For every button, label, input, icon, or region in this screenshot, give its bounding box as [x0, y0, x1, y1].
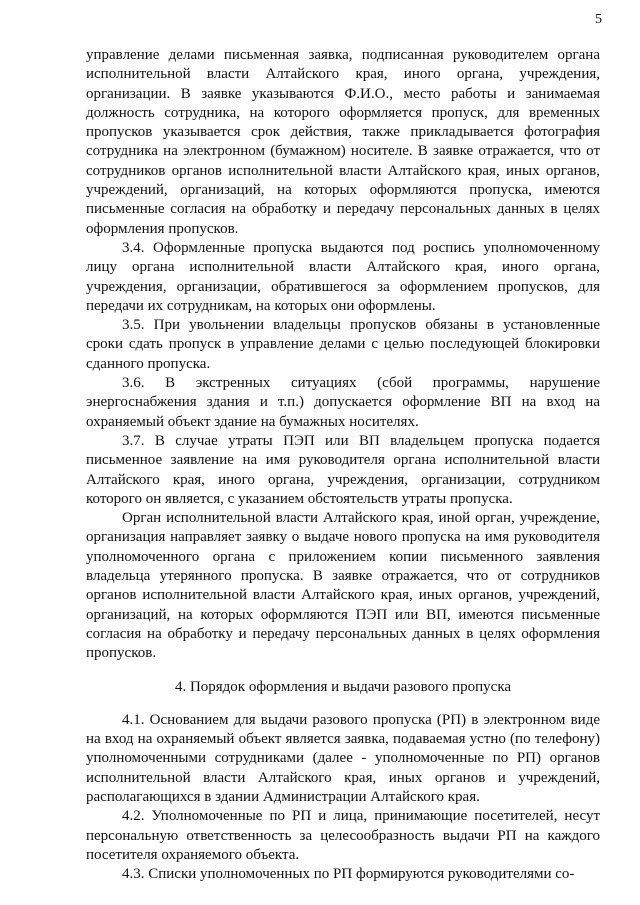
paragraph-3-7: 3.7. В случае утраты ПЭП или ВП владельцем пропуска подается письменное заявление на имя руководителя органа исполнительной власти Алтайского края, иного органа, учреждения, организации, сотрудником которого он является, с указанием обстоятельств утраты пропуска.	[86, 432, 600, 507]
section-heading: 4. Порядок оформления и выдачи разового пропуска	[174, 678, 512, 695]
paragraph-4-1: 4.1. Основанием для выдачи разового пропуска (РП) в электронном виде на вход на охраняемый объект является заявка, подаваемая устно (по телефону) уполномоченными сотрудниками (далее - уполномоченные по РП) органов исполнительной власти Алтайского края, иных органов и учреждений, располагающихся в здании Администрации Алтайского края.	[86, 711, 600, 805]
paragraph-4-2: 4.2. Уполномоченные по РП и лица, принимающие посетителей, несут персональную ответственность за целесообразность выдачи РП на каждого посетителя охраняемого объекта.	[86, 808, 600, 863]
document-body	[86, 46, 600, 884]
paragraph-3-6: 3.6. В экстренных ситуациях (сбой программы, нарушение энергоснабжения здания и т.п.) допускается оформление ВП на вход на охраняемый объект здание на бумажных носителях.	[86, 375, 600, 430]
paragraph-3-5: 3.5. При увольнении владельцы пропусков обязаны в установленные сроки сдать пропуск в управление делами с целью последующей блокировки сданного пропуска.	[86, 317, 600, 372]
paragraph-3-4: 3.4. Оформленные пропуска выдаются под роспись уполномоченному лицу органа исполнительной власти Алтайского края, иного органа, учреждения, организации, обратившегося за оформлением пропусков, для передачи их сотрудникам, на которых они оформлены.	[86, 239, 600, 314]
paragraph-3-7-continued: Орган исполнительной власти Алтайского края, иной орган, учреждение, организация направляет заявку о выдаче нового пропуска на имя руководителя уполномоченного органа с приложением копии письменного заявления владельца утерянного пропуска. В заявке отражается, что от сотрудников органов исполнительной власти Алтайского края, иных органов, учреждений, организаций, на которых оформляются ПЭП или ВП, имеются письменные согласия на обработку и передачу персональных данных в целях оформления пропусков.	[86, 510, 600, 662]
paragraph-4-3: 4.3. Списки уполномоченных по РП формируются руководителями со-	[122, 866, 575, 883]
page-number: 5	[595, 12, 602, 27]
paragraph-continuation: управление делами письменная заявка, подписанная руководителем органа исполнительной власти Алтайского края, иного органа, учреждения, организации. В заявке указываются Ф.И.О., место работы и занимаемая должность сотрудника, на которого оформляется пропуск, для временных пропусков указывается срок действия, также прикладывается фотография сотрудника на электронном (бумажном) носителе. В заявке отражается, что от сотрудников органов исполнительной власти Алтайского края, иных органов, учреждений, организаций, на которых оформляются пропуска, имеются письменные согласия на обработку и передачу персональных данных в целях оформления пропусков.	[86, 47, 600, 237]
